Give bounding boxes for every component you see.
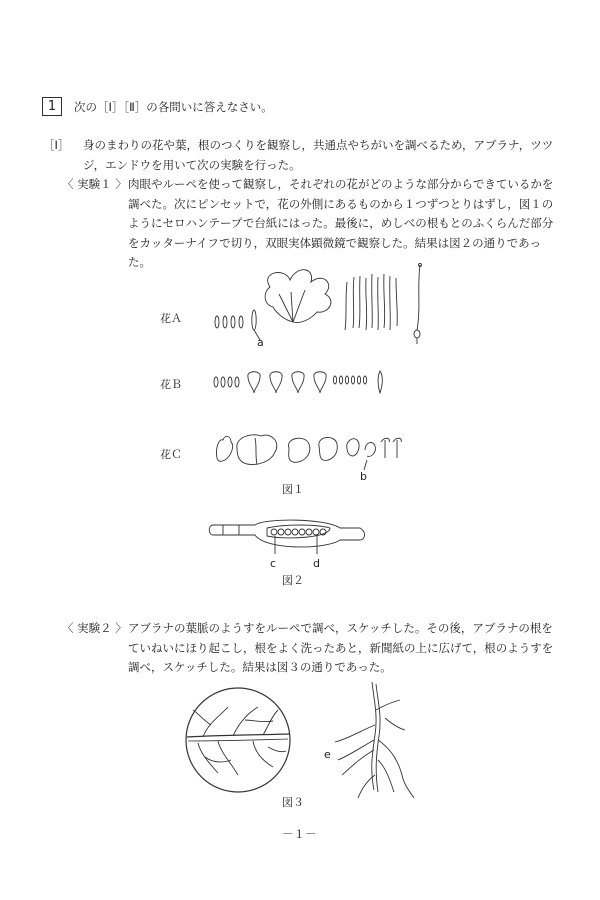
flower-b-parts-drawing xyxy=(210,367,390,397)
label-c: c xyxy=(270,557,277,570)
label-d: d xyxy=(313,557,320,570)
section-intro: 身のまわりの花や葉，根のつくりを観察し，共通点やちがいを調べるため，アブラナ，ツツジ，エンドウを用いて次の実験を行った。 xyxy=(83,138,554,172)
pistil-shape xyxy=(417,265,420,330)
question-number: 1 xyxy=(47,99,57,114)
experiment1-label: 〈 実験１ 〉 xyxy=(62,177,127,191)
taproot-shape xyxy=(372,682,376,790)
lateral-root-e xyxy=(338,740,374,760)
figure3-leaf-venation-drawing xyxy=(183,685,293,795)
page-number: －１－ xyxy=(282,827,317,841)
pistil-b-shape xyxy=(378,371,382,393)
standard-petal-shape xyxy=(237,435,277,465)
figure3-root-drawing xyxy=(330,680,420,805)
pistil-outline xyxy=(209,520,364,547)
section-label: ［Ⅰ］ xyxy=(43,138,70,152)
question-instruction: 次の［Ⅰ］［Ⅱ］の各問いに答えなさい。 xyxy=(74,100,273,114)
flower-c-label: 花Ｃ xyxy=(160,448,182,461)
figure2-caption: 図２ xyxy=(282,574,304,587)
part-a-shape xyxy=(252,310,256,330)
figure1-caption: 図１ xyxy=(282,483,304,496)
label-e: e xyxy=(324,748,331,761)
experiment2-label: 〈 実験２ 〉 xyxy=(62,621,127,635)
flower-a-parts-drawing xyxy=(205,262,435,352)
sepal-shape xyxy=(215,316,219,328)
figure3-caption: 図３ xyxy=(282,796,304,809)
petal-shape xyxy=(248,372,260,393)
label-b: b xyxy=(360,470,367,483)
midrib-shape xyxy=(187,734,289,737)
flower-b-label: 花Ｂ xyxy=(160,378,182,391)
question-number-box xyxy=(42,97,62,116)
corolla-shape xyxy=(265,270,331,323)
figure2-pistil-drawing xyxy=(205,510,375,565)
stamen-shape xyxy=(345,282,347,330)
experiment1-text: 肉眼やルーペを使って観察し，それぞれの花がどのような部分からできているかを調べた。次にピンセットで，花の外側にあるものから１つずつとりはずし，図１のようにセロハンテープで台紙にはった。最後に，めしべの根もとのふくらんだ部分をカッターナイフで切り，双眼実体顕微鏡で観察した。結果は図２の通りであった。 xyxy=(128,177,554,269)
label-b-leader xyxy=(362,458,372,473)
label-a: a xyxy=(257,336,264,349)
experiment2-text: アブラナの葉脈のようすをルーペで調べ，スケッチした。その後，アブラナの根をていねいにほり起こし，根をよく洗ったあと，新聞紙の上に広げて，根のようすを調べ，スケッチした。結果は図３の通りであった。 xyxy=(128,621,554,674)
flower-c-parts-drawing xyxy=(213,430,413,475)
ovule-shape xyxy=(271,529,277,535)
flower-a-label: 花Ａ xyxy=(160,312,182,325)
calyx-shape xyxy=(216,436,232,461)
